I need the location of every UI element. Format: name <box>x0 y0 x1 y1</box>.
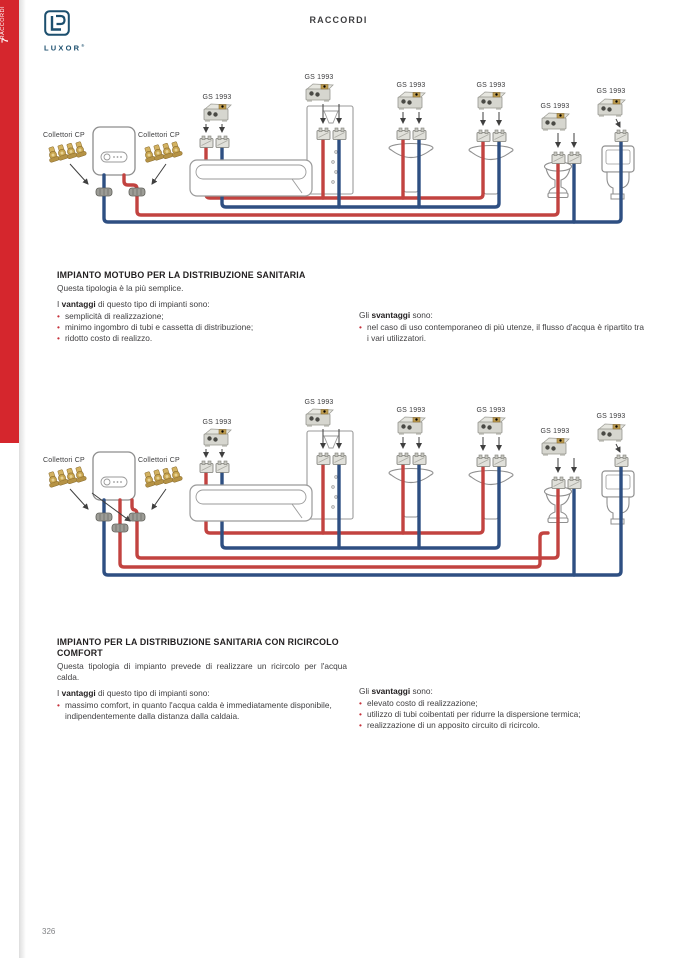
pipe-connector <box>552 477 565 489</box>
gs1993-valve-icon <box>306 409 333 427</box>
diagram-monotube <box>40 60 660 260</box>
pipe-connector <box>477 130 490 142</box>
advantages-lead: I vantaggi di questo tipo di impianti sono: <box>57 688 210 699</box>
pipe-connector <box>200 461 213 473</box>
pipe-connector <box>615 455 628 467</box>
section-intro: Questa tipologia è la più semplice. <box>57 282 184 293</box>
gs1993-valve-icon <box>398 92 425 110</box>
gs1993-valve-icon <box>478 417 505 435</box>
bathtub <box>190 160 312 196</box>
valve-label: GS 1993 <box>540 428 570 435</box>
pipe-connector <box>200 136 213 148</box>
shower <box>307 106 353 194</box>
disadvantages-lead: Gli svantaggi sono: <box>359 686 433 696</box>
valve-label: GS 1993 <box>476 82 506 89</box>
pipe-connector <box>397 453 410 465</box>
pipe-connector <box>568 477 581 489</box>
valve-label: GS 1993 <box>396 407 426 414</box>
valve-label: GS 1993 <box>476 407 506 414</box>
pipe-connector <box>397 128 410 140</box>
gs1993-valve-icon <box>478 92 505 110</box>
chapter-tab <box>0 0 19 443</box>
disadvantages-column <box>359 686 647 731</box>
boiler <box>93 127 135 175</box>
disadvantages-list <box>359 698 647 731</box>
washbasin <box>469 471 513 520</box>
valve-label: GS 1993 <box>596 413 626 420</box>
collector-product-image <box>46 141 87 163</box>
collector-label: Collettori CP <box>138 457 180 464</box>
pipe-connector <box>568 152 581 164</box>
pipe-connector <box>615 130 628 142</box>
advantages-column <box>57 637 347 731</box>
collector-label: Collettori CP <box>43 132 85 139</box>
list-item: • elevato costo di realizzazione; <box>359 698 647 709</box>
valve-label: GS 1993 <box>396 82 426 89</box>
collector-arrow <box>70 164 88 184</box>
page-edge-shadow <box>19 0 26 958</box>
list-item: • ridotto costo di realizzo. <box>57 333 347 344</box>
boiler-hot-stub <box>124 175 137 189</box>
advantages-column <box>57 283 347 345</box>
list-item: • realizzazione di un apposito circuito di ricircolo. <box>359 720 647 731</box>
pipe-connector <box>493 130 506 142</box>
valve-label: GS 1993 <box>596 88 626 95</box>
gs1993-valve-icon <box>542 113 569 131</box>
gs1993-valve-icon <box>598 424 625 442</box>
chapter-tab-label: RACCORDI <box>0 6 6 40</box>
collector-label: Collettori CP <box>43 457 85 464</box>
advantages-list <box>57 700 347 722</box>
washbasin <box>469 146 513 195</box>
pipe-connector <box>413 128 426 140</box>
list-item: • minimo ingombro di tubi e cassetta di distribuzione; <box>57 322 347 333</box>
chapter-number: 7 <box>0 38 10 44</box>
disadvantages-list <box>359 322 647 344</box>
valve-label: GS 1993 <box>540 103 570 110</box>
page-number: 326 <box>42 927 56 936</box>
pipe-connector <box>216 461 229 473</box>
collector-label: Collettori CP <box>138 132 180 139</box>
diagram-recirculation <box>40 385 660 618</box>
gs1993-valve-icon <box>398 417 425 435</box>
list-item: • utilizzo di tubi coibentati per ridurre la dispersione termica; <box>359 709 647 720</box>
down-arrow <box>616 119 620 127</box>
collector-arrow <box>152 164 166 184</box>
hot-manifold-fitting <box>129 513 145 521</box>
cold-manifold-fitting <box>96 188 112 196</box>
shower <box>307 431 353 519</box>
collector-arrow <box>152 489 166 509</box>
washbasin <box>389 469 433 518</box>
collector-product-image <box>142 141 183 163</box>
valve-label: GS 1993 <box>304 74 334 81</box>
gs1993-valve-icon <box>542 438 569 456</box>
collector-product-image <box>46 466 87 488</box>
gs1993-valve-icon <box>306 84 333 102</box>
registered-mark: ® <box>81 43 85 48</box>
page-title: RACCORDI <box>309 15 368 25</box>
disadvantages-lead: Gli svantaggi sono: <box>359 309 433 320</box>
bathtub <box>190 485 312 521</box>
gs1993-valve-icon <box>598 99 625 117</box>
down-arrow <box>616 444 620 452</box>
toilet <box>602 146 634 199</box>
section-title: IMPIANTO MOTUBO PER LA DISTRIBUZIONE SANITARIA <box>57 270 306 280</box>
boiler <box>93 452 135 500</box>
valve-label: GS 1993 <box>202 419 232 426</box>
pipe-connector <box>493 455 506 467</box>
list-item: • semplicità di realizzazione; <box>57 311 347 322</box>
cold-manifold-fitting <box>96 513 112 521</box>
toilet <box>602 471 634 524</box>
valve-label: GS 1993 <box>202 94 232 101</box>
gs1993-valve-icon <box>204 104 231 122</box>
collector-arrow <box>70 489 88 509</box>
collector-product-image <box>142 466 183 488</box>
brand-name: LUXOR® <box>44 43 85 53</box>
section-intro: Questa tipologia di impianto prevede di realizzare un ricircolo per l'acqua calda. <box>57 660 347 683</box>
pipe-connector <box>552 152 565 164</box>
washbasin <box>389 144 433 193</box>
advantages-list <box>57 311 347 344</box>
section-title: IMPIANTO PER LA DISTRIBUZIONE SANITARIA CON RICIRCOLO COMFORT <box>57 637 339 658</box>
valve-label: GS 1993 <box>304 399 334 406</box>
list-item: • massimo comfort, in quanto l'acqua calda è immediatamente disponibile, indipendentemente dalla distanza dalla caldaia. <box>57 700 347 722</box>
return-manifold-fitting <box>112 524 128 532</box>
boiler-hot-stub <box>132 500 137 514</box>
disadvantages-column <box>359 310 647 345</box>
hot-manifold-fitting <box>129 188 145 196</box>
gs1993-valve-icon <box>204 429 231 447</box>
advantages-lead: I vantaggi di questo tipo di impianti sono: <box>57 299 210 310</box>
list-item: • nel caso di uso contemporaneo di più utenze, il flusso d'acqua è ripartito tra i vari utilizzatori. <box>359 322 647 344</box>
section-recirculation <box>57 637 647 731</box>
pipe-connector <box>477 455 490 467</box>
section-monotube <box>57 270 647 345</box>
pipe-connector <box>413 453 426 465</box>
pipe-connector <box>216 136 229 148</box>
